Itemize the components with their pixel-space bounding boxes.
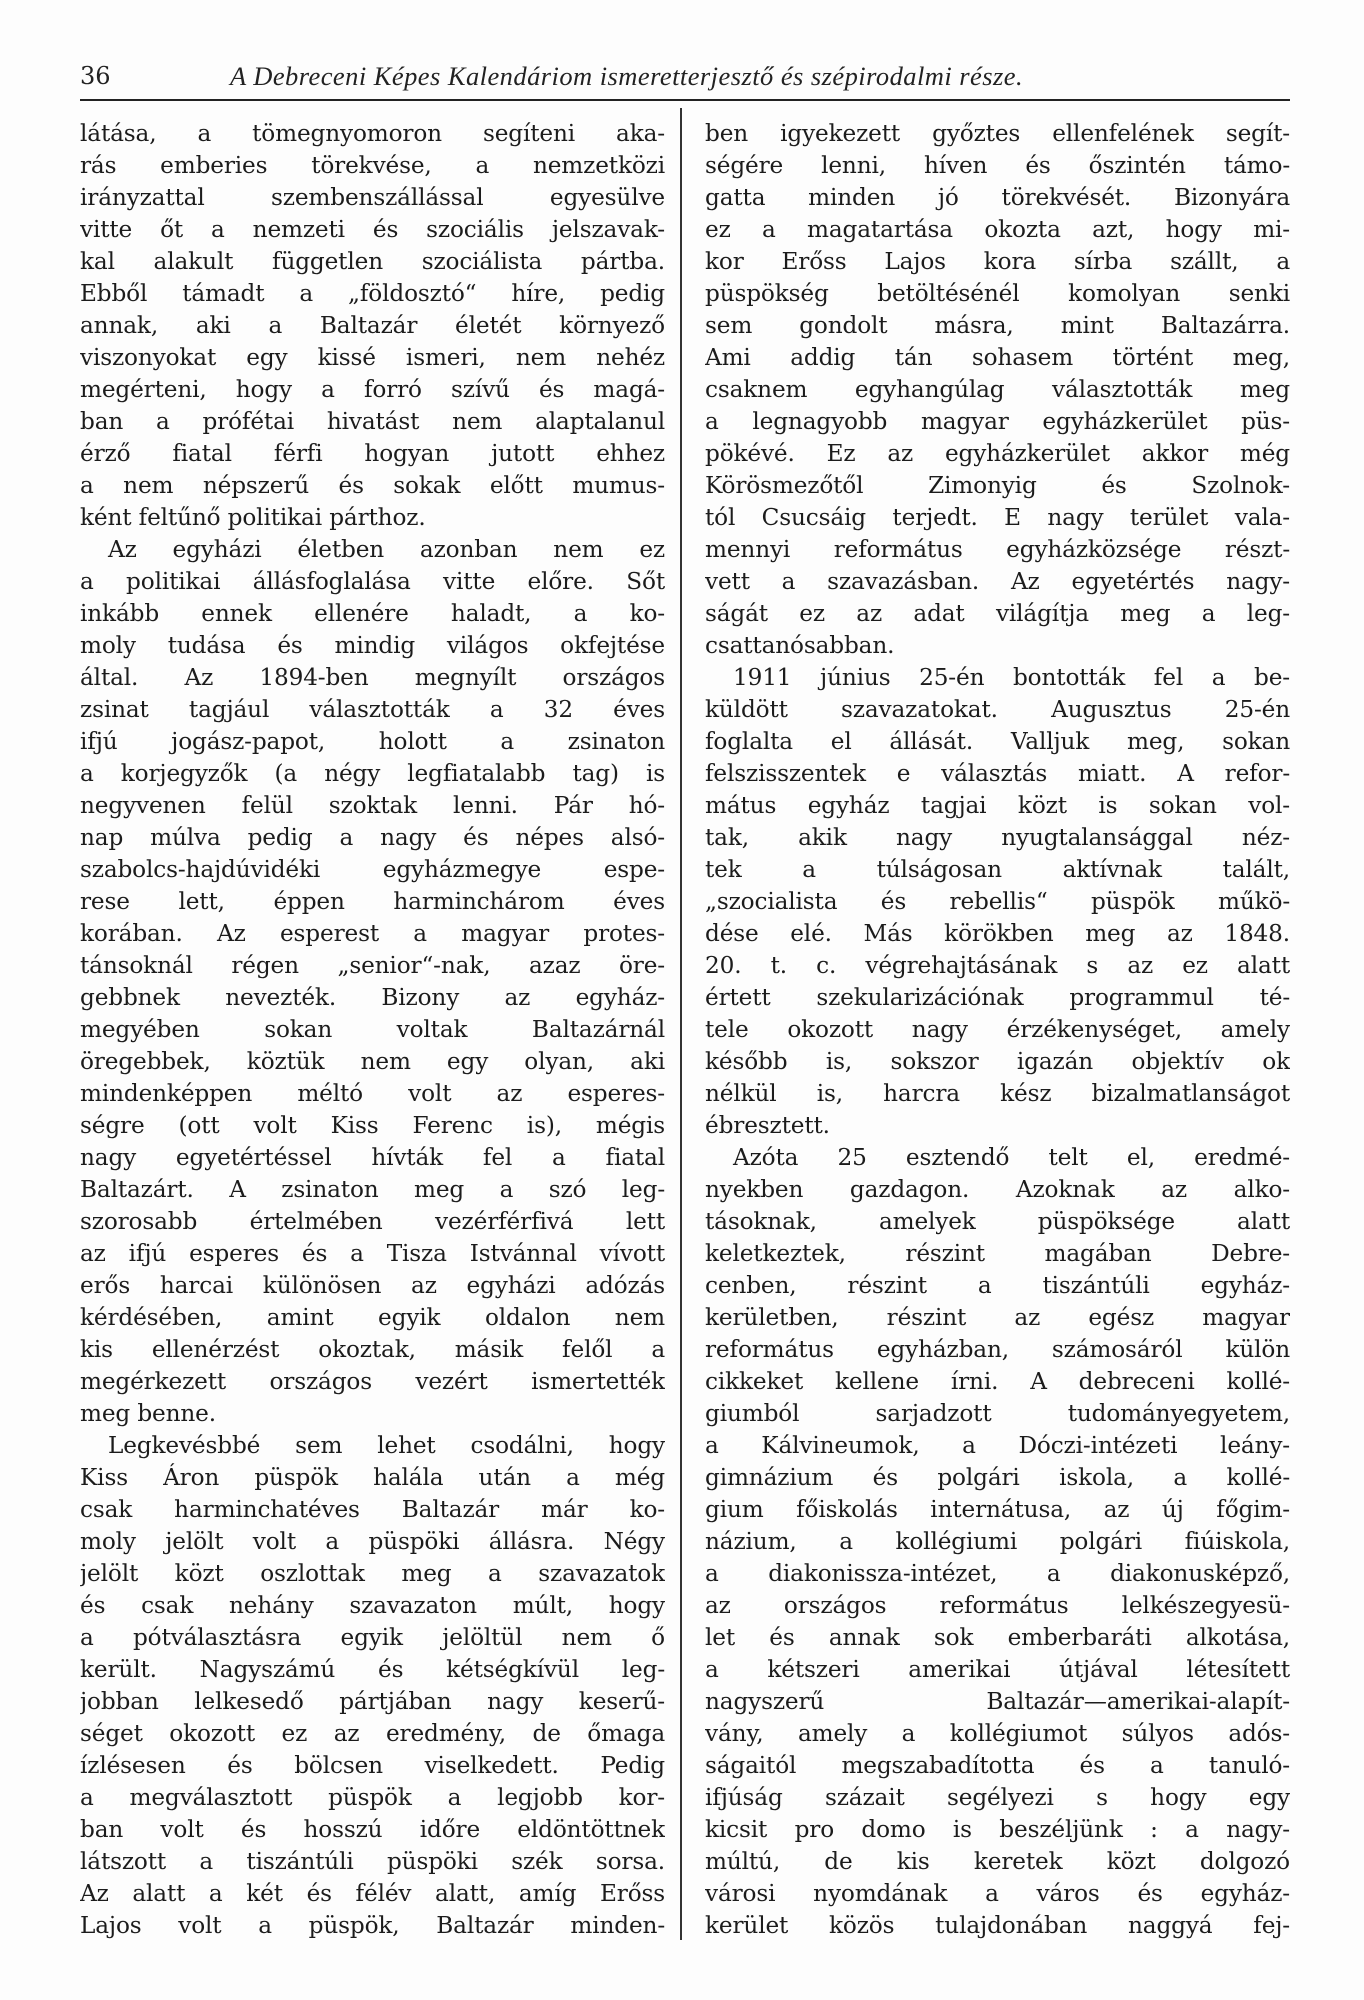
text-line: később is, sokszor igazán objektív ok — [705, 1048, 1290, 1075]
text-line: ságát ez az adat világítja meg a leg- — [705, 600, 1290, 627]
text-line: kicsit pro domo is beszéljünk : a nagy- — [705, 1816, 1290, 1843]
text-line: a diakonissza-intézet, a diakonusképző, — [705, 1560, 1290, 1587]
text-line: ban a prófétai hivatást nem alaptalanul — [80, 408, 665, 435]
text-line: gatta minden jó törekvését. Bizonyára — [705, 184, 1290, 211]
text-line: dése elé. Más körökben meg az 1848. — [705, 920, 1290, 947]
text-line: Körösmezőtől Zimonyig és Szolnok- — [705, 472, 1290, 499]
text-line: gium főiskolás internátusa, az új főgim- — [705, 1496, 1290, 1523]
text-line: ébresztett. — [705, 1112, 830, 1139]
running-head — [80, 60, 1290, 92]
text-line: Baltazárt. A zsinaton meg a szó leg- — [80, 1176, 665, 1203]
text-line: mátus egyház tagjai közt is sokan vol- — [705, 792, 1290, 819]
text-line: Azóta 25 esztendő telt el, eredmé- — [733, 1144, 1290, 1171]
text-line: Legkevésbbé sem lehet csodálni, hogy — [108, 1432, 665, 1459]
text-line: rás emberies törekvése, a nemzetközi — [80, 152, 665, 179]
text-line: szorosabb értelmében vezérférfivá lett — [80, 1208, 665, 1235]
text-line: látása, a tömegnyomoron segíteni aka- — [80, 120, 665, 147]
text-line: foglalta el állását. Valljuk meg, sokan — [705, 728, 1290, 755]
text-line: 20. t. c. végrehajtásának s az ez alatt — [705, 952, 1290, 979]
text-line: ként feltűnő politikai párthoz. — [80, 504, 426, 531]
text-line: felszisszentek e választás miatt. A refor- — [705, 760, 1290, 787]
text-line: tásoknak, amelyek püspöksége alatt — [705, 1208, 1290, 1235]
text-line: ségre (ott volt Kiss Ferenc is), mégis — [80, 1112, 665, 1139]
text-line: megérkezett országos vezért ismertették — [80, 1368, 665, 1395]
text-line: érző fiatal férfi hogyan jutott ehhez — [80, 440, 665, 467]
text-line: kor Erőss Lajos kora sírba szállt, a — [705, 248, 1290, 275]
text-line: inkább ennek ellenére haladt, a ko- — [80, 600, 665, 627]
text-line: értett szekularizációnak programmul té- — [705, 984, 1290, 1011]
text-line: nélkül is, harcra kész bizalmatlanságot — [705, 1080, 1290, 1107]
text-line: Az alatt a két és félév alatt, amíg Erőss — [80, 1880, 665, 1907]
text-line: gebbnek nevezték. Bizony az egyház- — [80, 984, 665, 1011]
text-line: a politikai állásfoglalása vitte előre. Sőt — [80, 568, 665, 595]
text-line: let és annak sok emberbaráti alkotása, — [705, 1624, 1290, 1651]
text-line: kal alakult független szociálista pártba. — [80, 248, 665, 275]
text-line: zsinat tagjául választották a 32 éves — [80, 696, 665, 723]
text-line: viszonyokat egy kissé ismeri, nem nehéz — [80, 344, 665, 371]
text-line: megyében sokan voltak Baltazárnál — [80, 1016, 665, 1043]
text-line: került. Nagyszámú és kétségkívül leg- — [80, 1656, 665, 1683]
text-line: a megválasztott püspök a legjobb kor- — [80, 1784, 665, 1811]
text-line: ízlésesen és bölcsen viselkedett. Pedig — [80, 1752, 665, 1779]
column-divider — [680, 108, 682, 1940]
text-line: nagyszerű Baltazár—amerikai-alapít- — [705, 1688, 1290, 1715]
text-line: Az egyházi életben azonban nem ez — [108, 536, 665, 563]
text-line: ben igyekezett győztes ellenfelének segít- — [705, 120, 1290, 147]
text-line: tánsoknál régen „senior“-nak, azaz öre- — [80, 952, 665, 979]
text-line: ifjúság százait segélyezi s hogy egy — [705, 1784, 1290, 1811]
text-line: nyekben gazdagon. Azoknak az alko- — [705, 1176, 1290, 1203]
text-line: mindenképpen méltó volt az esperes- — [80, 1080, 665, 1107]
text-line: püspökség betöltésénél komolyan senki — [705, 280, 1290, 307]
text-line: Kiss Áron püspök halála után a még — [80, 1464, 665, 1491]
text-line: látszott a tiszántúli püspöki szék sorsa. — [80, 1848, 665, 1875]
text-line: a pótválasztásra egyik jelöltül nem ő — [80, 1624, 665, 1651]
text-line: irányzattal szembenszállással egyesülve — [80, 184, 665, 211]
text-line: kerületben, részint az egész magyar — [705, 1304, 1290, 1331]
text-line: moly jelölt volt a püspöki állásra. Négy — [80, 1528, 665, 1555]
text-line: vitte őt a nemzeti és szociális jelszavak- — [80, 216, 665, 243]
text-line: gimnázium és polgári iskola, a kollé- — [705, 1464, 1290, 1491]
text-line: sem gondolt másra, mint Baltazárra. — [705, 312, 1290, 339]
text-line: vett a szavazásban. Az egyetértés nagy- — [705, 568, 1290, 595]
text-line: a kétszeri amerikai útjával létesített — [705, 1656, 1290, 1683]
text-line: giumból sarjadzott tudományegyetem, — [705, 1400, 1290, 1427]
text-line: öregebbek, köztük nem egy olyan, aki — [80, 1048, 665, 1075]
text-line: a legnagyobb magyar egyházkerület püs- — [705, 408, 1290, 435]
text-line: csaknem egyhangúlag választották meg — [705, 376, 1290, 403]
header-rule — [80, 99, 1290, 101]
text-line: vány, amely a kollégiumot súlyos adós- — [705, 1720, 1290, 1747]
text-line: kérdésében, amint egyik oldalon nem — [80, 1304, 665, 1331]
text-line: szabolcs-hajdúvidéki egyházmegye espe- — [80, 856, 665, 883]
text-line: a Kálvineumok, a Dóczi-intézeti leány- — [705, 1432, 1290, 1459]
text-line: a korjegyzők (a négy legfiatalabb tag) is — [80, 760, 665, 787]
text-line: jobban lelkesedő pártjában nagy keserű- — [80, 1688, 665, 1715]
text-line: tól Csucsáig terjedt. E nagy terület vala- — [705, 504, 1290, 531]
right-column — [705, 118, 1290, 1942]
text-line: moly tudása és mindig világos okfejtése — [80, 632, 665, 659]
text-line: cikkeket kellene írni. A debreceni kollé- — [705, 1368, 1290, 1395]
text-line: küldött szavazatokat. Augusztus 25-én — [705, 696, 1290, 723]
text-line: názium, a kollégiumi polgári fiúiskola, — [705, 1528, 1290, 1555]
text-line: ez a magatartása okozta azt, hogy mi- — [705, 216, 1290, 243]
text-line: református egyházban, számosáról külön — [705, 1336, 1290, 1363]
text-line: negyvenen felül szoktak lenni. Pár hó- — [80, 792, 665, 819]
text-line: ségére lenni, híven és őszintén támo- — [705, 152, 1290, 179]
text-line: séget okozott ez az eredmény, de őmaga — [80, 1720, 665, 1747]
text-line: tek a túlságosan aktívnak talált, — [705, 856, 1290, 883]
text-line: nap múlva pedig a nagy és népes alsó- — [80, 824, 665, 851]
text-line: rese lett, éppen harminchárom éves — [80, 888, 665, 915]
text-line: meg benne. — [80, 1400, 216, 1427]
text-line: csattanósabban. — [705, 632, 895, 659]
text-line: és csak nehány szavazaton múlt, hogy — [80, 1592, 665, 1619]
text-line: jelölt közt oszlottak meg a szavazatok — [80, 1560, 665, 1587]
text-line: mennyi református egyházközsége részt- — [705, 536, 1290, 563]
text-line: Ebből támadt a „földosztó“ híre, pedig — [80, 280, 665, 307]
text-line: kis ellenérzést okoztak, másik felől a — [80, 1336, 665, 1363]
text-line: tak, akik nagy nyugtalansággal néz- — [705, 824, 1290, 851]
text-line: pökévé. Ez az egyházkerület akkor még — [705, 440, 1290, 467]
text-line: ban volt és hosszú időre eldöntöttnek — [80, 1816, 665, 1843]
text-line: ságaitól megszabadította és a tanuló- — [705, 1752, 1290, 1779]
text-line: 1911 június 25-én bontották fel a be- — [733, 664, 1290, 691]
text-line: ifjú jogász-papot, holott a zsinaton — [80, 728, 665, 755]
text-line: megérteni, hogy a forró szívű és magá- — [80, 376, 665, 403]
page-number: 36 — [80, 62, 111, 90]
left-column — [80, 118, 665, 1942]
text-line: múltú, de kis keretek közt dolgozó — [705, 1848, 1290, 1875]
text-line: kerület közös tulajdonában naggyá fej- — [705, 1912, 1290, 1939]
text-line: Lajos volt a püspök, Baltazár minden- — [80, 1912, 665, 1939]
text-line: által. Az 1894-ben megnyílt országos — [80, 664, 665, 691]
text-line: annak, aki a Baltazár életét környező — [80, 312, 665, 339]
text-line: Ami addig tán sohasem történt meg, — [705, 344, 1290, 371]
text-line: „szocialista és rebellis“ püspök műkö- — [705, 888, 1290, 915]
text-line: a nem népszerű és sokak előtt mumus- — [80, 472, 665, 499]
text-line: tele okozott nagy érzékenységet, amely — [705, 1016, 1290, 1043]
text-line: cenben, részint a tiszántúli egyház- — [705, 1272, 1290, 1299]
running-head-title: A Debreceni Képes Kalendáriom ismeretterjesztő és szépirodalmi része. — [230, 61, 1024, 91]
text-line: városi nyomdának a város és egyház- — [705, 1880, 1290, 1907]
text-line: keletkeztek, részint magában Debre- — [705, 1240, 1290, 1267]
text-line: korában. Az esperest a magyar protes- — [80, 920, 665, 947]
text-line: az ifjú esperes és a Tisza Istvánnal vívott — [80, 1240, 665, 1267]
text-line: nagy egyetértéssel hívták fel a fiatal — [80, 1144, 665, 1171]
text-line: erős harcai különösen az egyházi adózás — [80, 1272, 665, 1299]
text-line: csak harminchatéves Baltazár már ko- — [80, 1496, 665, 1523]
text-line: az országos református lelkészegyesü- — [705, 1592, 1290, 1619]
